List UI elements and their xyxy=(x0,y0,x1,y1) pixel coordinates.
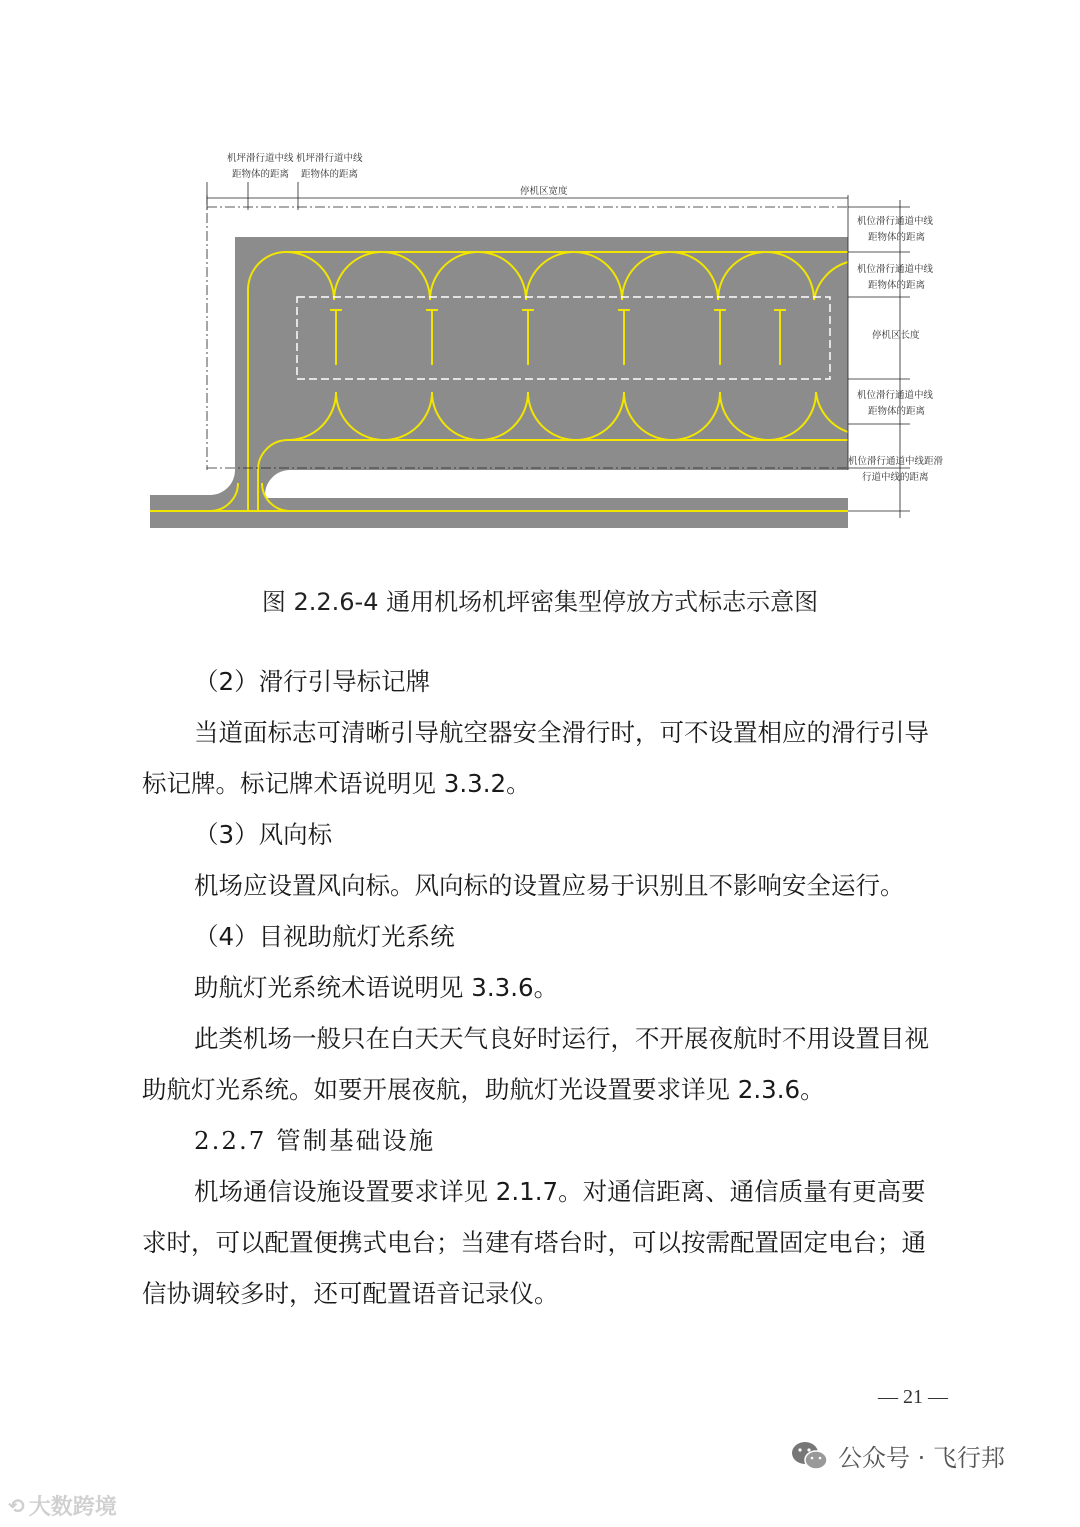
figure-caption: 图 2.2.6-4 通用机场机坪密集型停放方式标志示意图 xyxy=(261,588,819,616)
label-r4a: 机位滑行通道中线 xyxy=(857,390,934,401)
paragraph-line: 当道面标志可清晰引导航空器安全滑行时，可不设置相应的滑行引导 xyxy=(194,718,929,747)
paragraph-line: 助航灯光系统。如要开展夜航，助航灯光设置要求详见 2.3.6。 xyxy=(142,1075,825,1104)
label-r4b: 距物体的距离 xyxy=(868,406,926,417)
paragraph-line: 此类机场一般只在白天天气良好时运行，不开展夜航时不用设置目视 xyxy=(194,1024,929,1053)
subheading-windsock: （3）风向标 xyxy=(194,820,333,849)
label-apron-taxiway-1: 机坪滑行道中线 xyxy=(227,153,294,164)
label-r5a: 机位滑行通道中线距滑 xyxy=(848,456,944,467)
page-number: — 21 — xyxy=(878,1386,948,1408)
watermark-left-text: 大数跨境 xyxy=(28,1495,117,1520)
label-apron-taxiway-2b: 距物体的距离 xyxy=(301,169,359,180)
subheading-taxi-signs: （2）滑行引导标记牌 xyxy=(194,667,431,696)
watermark-logo-icon: ⟲ xyxy=(8,1493,25,1518)
watermark-right-text: 公众号 · 飞行邦 xyxy=(838,1444,1005,1472)
watermark-left xyxy=(8,1490,117,1521)
label-r2a: 机位滑行通道中线 xyxy=(857,264,934,275)
label-r1a: 机位滑行通道中线 xyxy=(857,216,934,227)
section-heading-2-2-7: 2.2.7 管制基础设施 xyxy=(194,1126,436,1155)
label-apron-taxiway-1b: 距物体的距离 xyxy=(232,169,290,180)
paragraph-line: 标记牌。标记牌术语说明见 3.3.2。 xyxy=(142,769,531,798)
wechat-icon xyxy=(790,1439,830,1473)
label-r1b: 距物体的距离 xyxy=(868,232,926,243)
label-r5b: 行道中线的距离 xyxy=(862,472,929,483)
label-apron-taxiway-2: 机坪滑行道中线 xyxy=(296,153,363,164)
label-r2b: 距物体的距离 xyxy=(868,280,926,291)
paragraph-line: 信协调较多时，还可配置语音记录仪。 xyxy=(142,1279,559,1308)
subheading-visual-aids: （4）目视助航灯光系统 xyxy=(194,922,455,951)
pavement xyxy=(150,237,848,528)
paragraph-line: 求时，可以配置便携式电台；当建有塔台时，可以按需配置固定电台；通 xyxy=(142,1228,926,1257)
label-apron-width: 停机区宽度 xyxy=(520,186,568,197)
watermark-wechat xyxy=(790,1438,1005,1473)
paragraph-line: 机场应设置风向标。风向标的设置应易于识别且不影响安全运行。 xyxy=(194,871,905,900)
label-r3: 停机区长度 xyxy=(872,330,920,341)
paragraph-line: 机场通信设施设置要求详见 2.1.7。对通信距离、通信质量有更高要 xyxy=(194,1177,926,1206)
paragraph-line: 助航灯光系统术语说明见 3.3.6。 xyxy=(194,973,559,1002)
apron-marking-diagram xyxy=(140,140,960,540)
